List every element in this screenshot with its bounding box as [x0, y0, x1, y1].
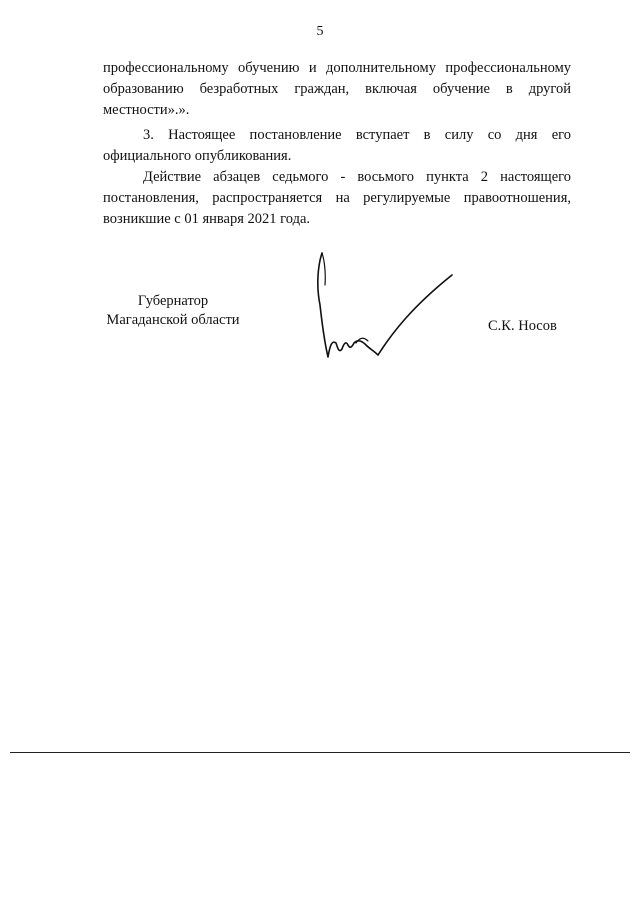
text-line: официального опубликования. [103, 148, 292, 164]
signatory-region: Магаданской области [106, 312, 240, 328]
text-line: Действие абзацев седьмого - восьмого пункта 2 настоящего [143, 169, 571, 185]
signatory-name: С.К. Носов [488, 318, 557, 334]
signatory-title [103, 292, 243, 330]
text-line: постановления, распространяется на регулируемые правоотношения, [103, 190, 571, 206]
text-line: местности».». [103, 102, 190, 118]
paragraph-training-clause [103, 58, 571, 121]
text-line: профессиональному обучению и дополнительному профессиональному [103, 60, 571, 76]
signature-stroke [318, 253, 452, 357]
signature-stroke [322, 253, 325, 285]
text-line: образованию безработных граждан, включая обучение в другой [103, 81, 571, 97]
paragraph-retroactive-clause [103, 167, 571, 230]
signatory-position: Губернатор [137, 293, 209, 309]
paragraph-effective-date [103, 125, 571, 167]
text-line: 3. Настоящее постановление вступает в силу со дня его [143, 127, 571, 143]
footer-divider [10, 752, 630, 753]
handwritten-signature [312, 245, 462, 365]
text-line: возникшие с 01 января 2021 года. [103, 211, 311, 227]
page-number: 5 [316, 24, 324, 39]
